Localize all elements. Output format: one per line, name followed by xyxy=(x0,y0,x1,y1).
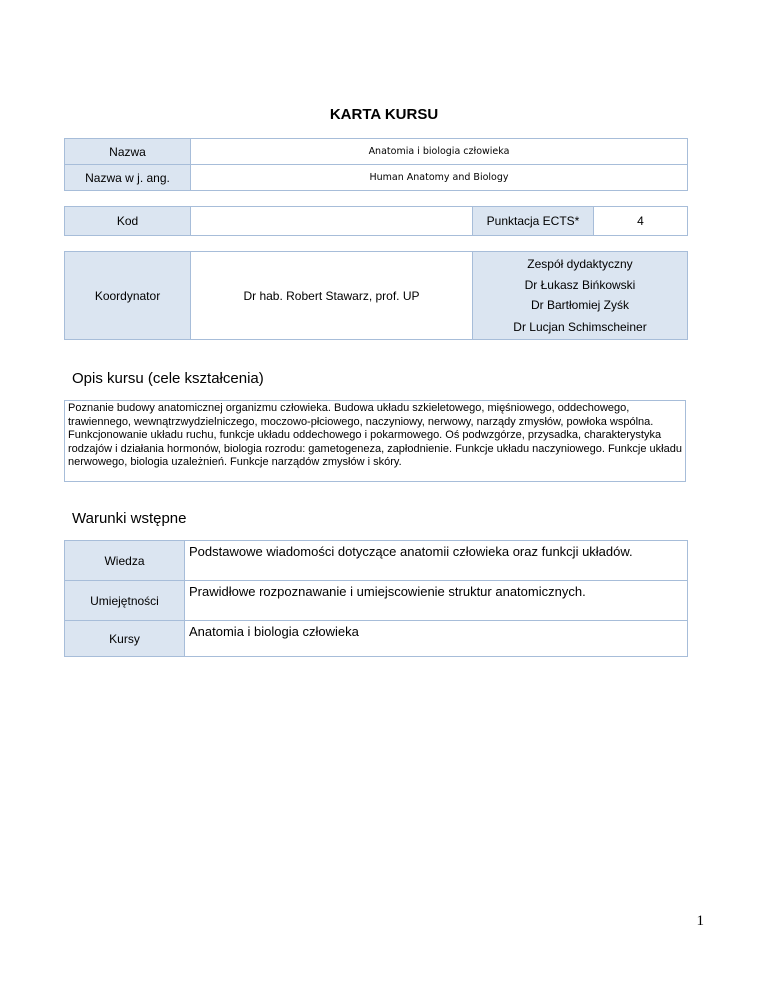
name-en-value: Human Anatomy and Biology xyxy=(191,165,688,191)
team-label: Zespół dydaktyczny xyxy=(527,256,633,271)
course-name-table xyxy=(64,138,688,191)
skills-value: Prawidłowe rozpoznawanie i umiejscowienie struktur anatomicznych. xyxy=(185,581,688,621)
knowledge-value: Podstawowe wiadomości dotyczące anatomii człowieka oraz funkcji układów. xyxy=(185,541,688,581)
teaching-team xyxy=(473,252,688,340)
code-value xyxy=(191,207,473,236)
page-title: KARTA KURSU xyxy=(329,106,439,123)
courses-label: Kursy xyxy=(65,621,185,657)
name-en-label: Nazwa w j. ang. xyxy=(65,165,191,191)
description-box xyxy=(64,400,686,482)
courses-value: Anatomia i biologia człowieka xyxy=(185,621,688,657)
description-text-2: Funkcjonowanie układu ruchu, funkcje układu oddechowego i pokarmowego. Oś podwzgórze, przysadka, charakterystyka rodzajów i działania hormonów, biologia rozrodu: gametogeneza, zapłodnienie. Funkcje układu naczyniowego. Funkcje układu nerwowego, biologia uzależnień. Funkcje narządów zmysłów i skóry. xyxy=(68,429,682,468)
prerequisites-heading: Warunki wstępne xyxy=(72,510,187,527)
team-member: Dr Łukasz Bińkowski xyxy=(524,277,636,292)
code-label: Kod xyxy=(65,207,191,236)
ects-value: 4 xyxy=(594,207,688,236)
description-heading: Opis kursu (cele kształcenia) xyxy=(72,370,264,387)
knowledge-label: Wiedza xyxy=(65,541,185,581)
ects-label: Punktacja ECTS* xyxy=(473,207,594,236)
name-label: Nazwa xyxy=(65,139,191,165)
coordinator-label: Koordynator xyxy=(65,252,191,340)
coordinator-value: Dr hab. Robert Stawarz, prof. UP xyxy=(191,252,473,340)
code-table xyxy=(64,206,688,236)
page-number: 1 xyxy=(696,913,704,929)
team-member: Dr Bartłomiej Zyśk xyxy=(530,297,629,312)
prerequisites-table xyxy=(64,540,688,657)
skills-label: Umiejętności xyxy=(65,581,185,621)
name-value: Anatomia i biologia człowieka xyxy=(191,139,688,165)
description-text-1: Poznanie budowy anatomicznej organizmu człowieka. Budowa układu szkieletowego, mięśniowego, oddechowego, trawiennego, wewnątrzwydzielniczego, moczowo-płciowego, naczyniowy, nerwowy, narządy zmysłów, powłoka wspólna. xyxy=(68,402,654,428)
coordinator-table xyxy=(64,251,688,340)
team-member: Dr Lucjan Schimscheiner xyxy=(513,319,647,334)
